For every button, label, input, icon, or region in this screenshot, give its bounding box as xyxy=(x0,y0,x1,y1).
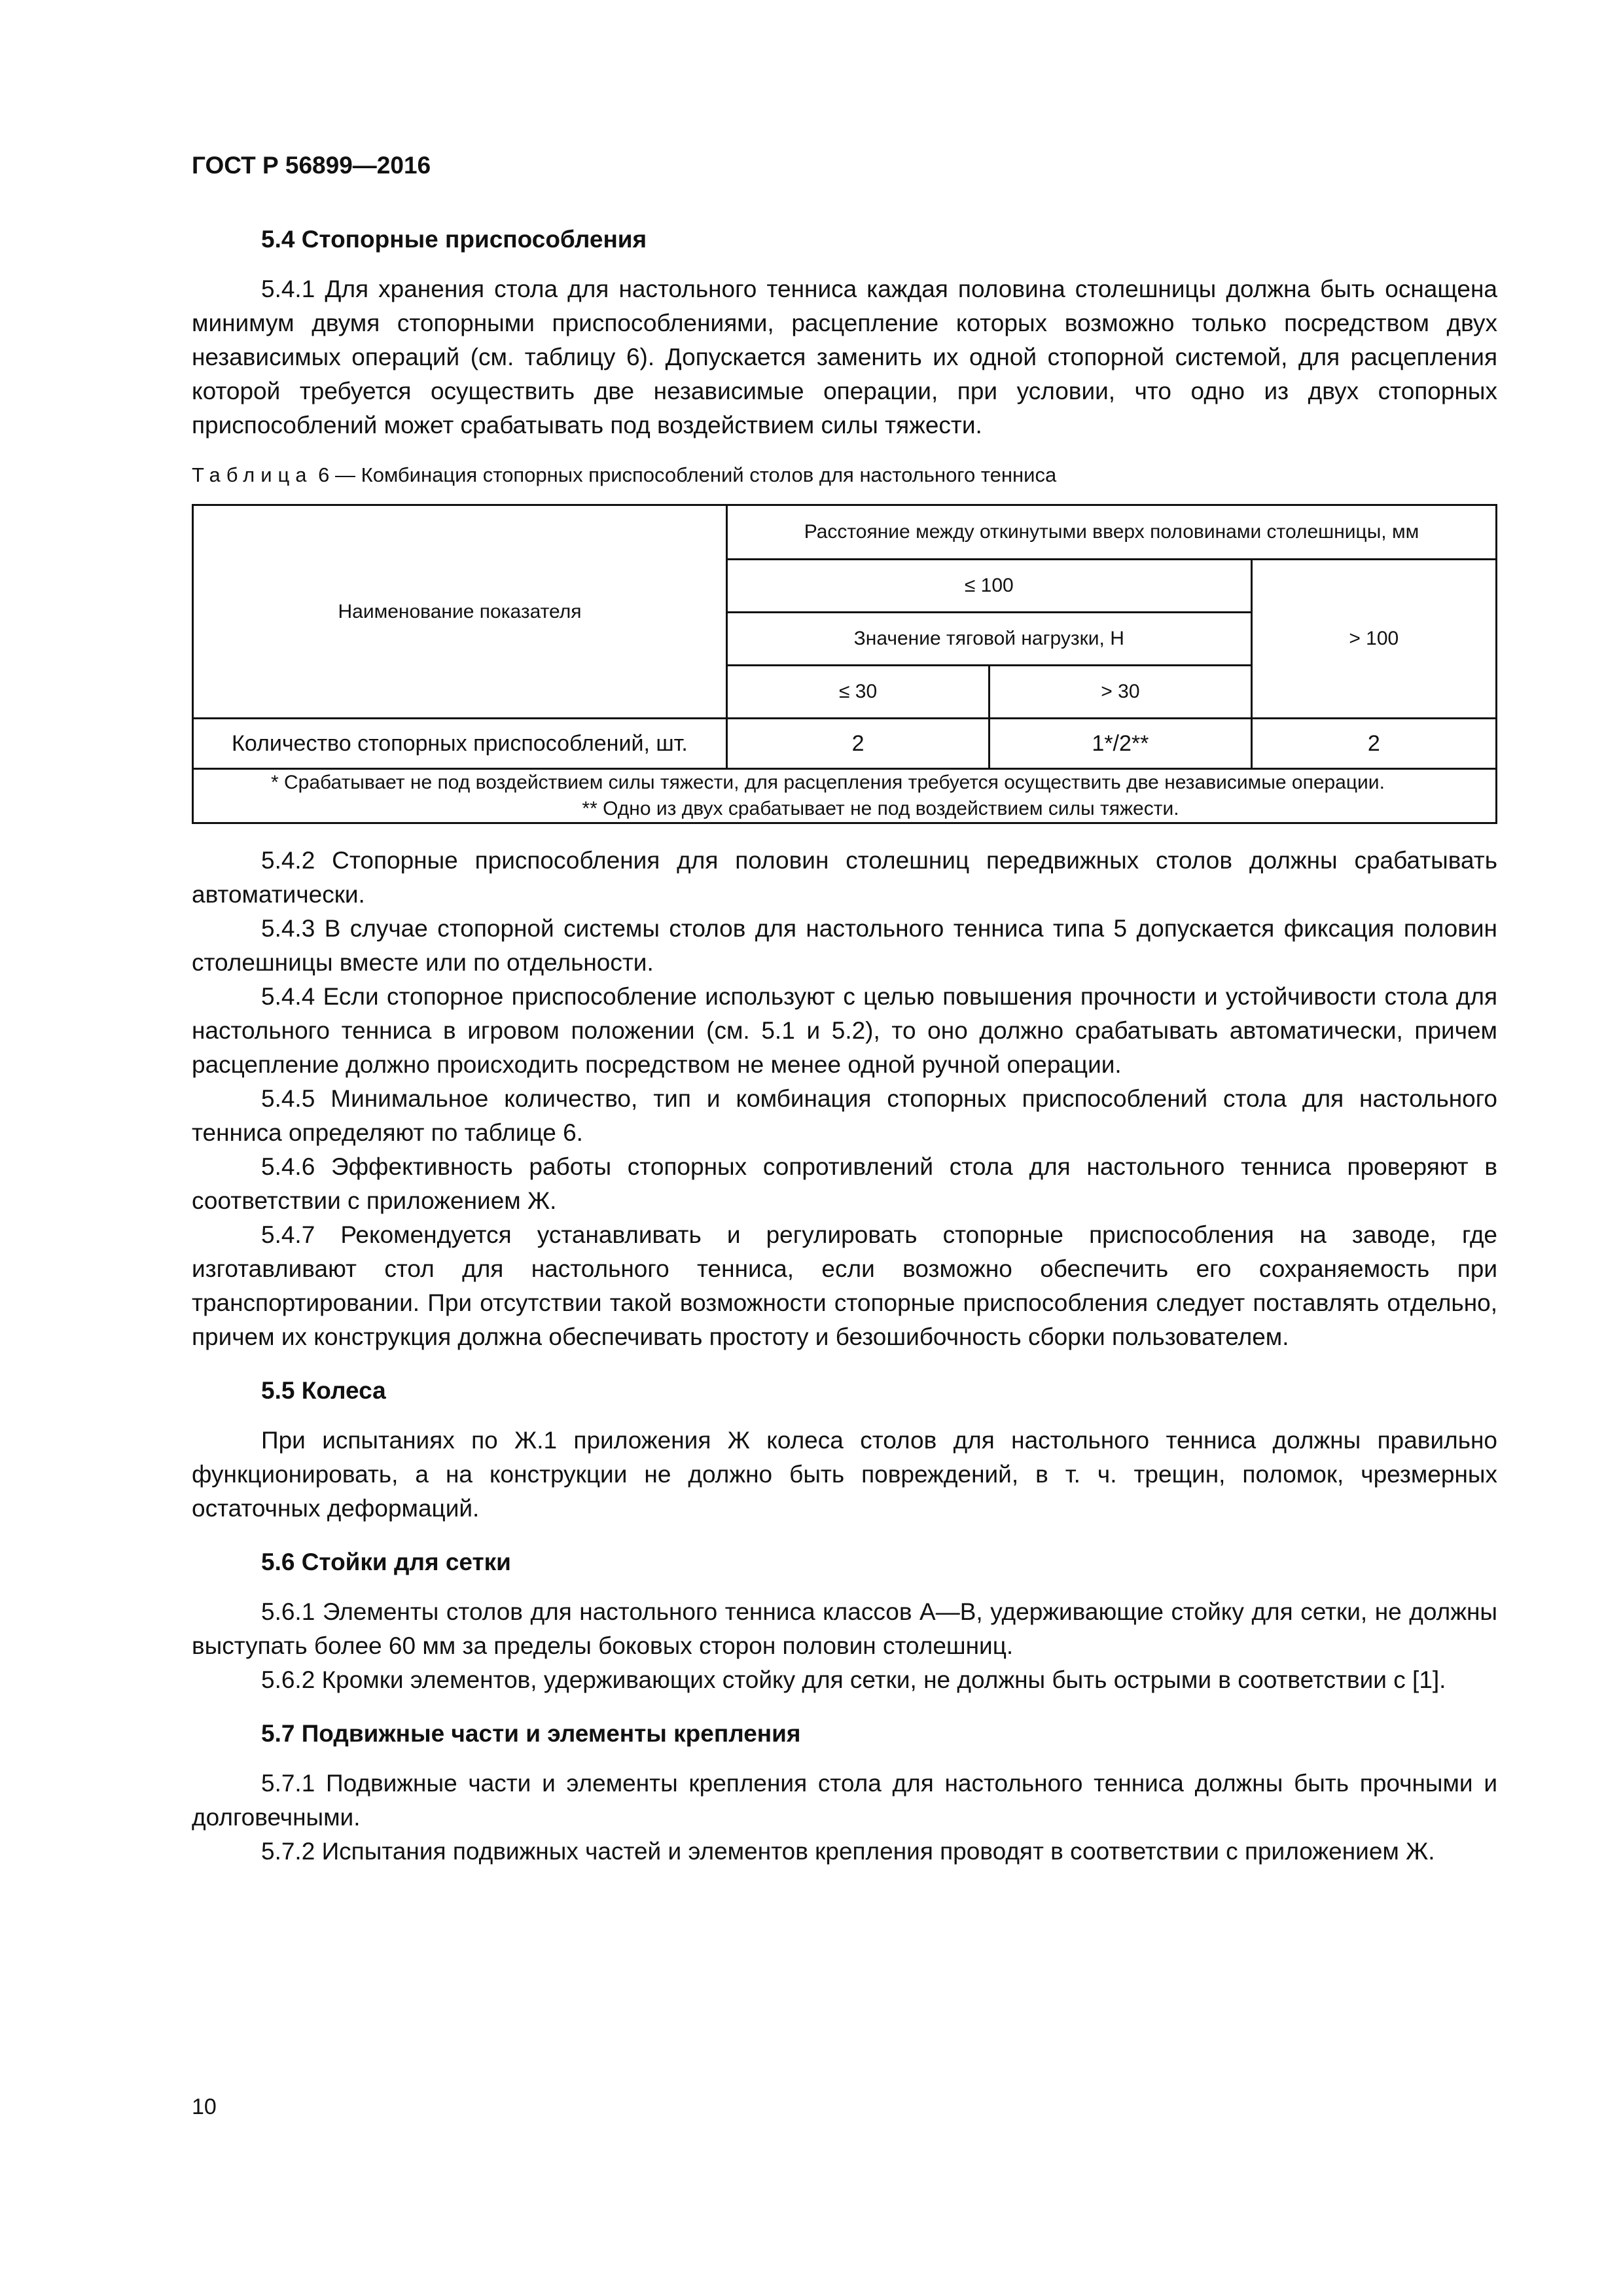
document-body xyxy=(192,223,1497,1869)
paragraph-5-4-4: 5.4.4 Если стопорное приспособление используют с целью повышения прочности и устойчивости стола для настольного тенниса в игровом положении (см. 5.1 и 5.2), то оно должно срабатывать автоматически, причем расцепление должно происходить посредством не менее одной ручной операции. xyxy=(192,983,1497,1078)
table-caption-text: 6 — Комбинация стопорных приспособлений столов для настольного тенниса xyxy=(312,463,1057,486)
paragraph-5-4-6: 5.4.6 Эффективность работы стопорных сопротивлений стола для настольного тенниса проверяют в соответствии с приложением Ж. xyxy=(192,1153,1497,1214)
section-5-7-title: 5.7 Подвижные части и элементы крепления xyxy=(261,1720,801,1747)
table-header-indicator: Наименование показателя xyxy=(193,505,727,719)
paragraph-5-4-7: 5.4.7 Рекомендуется устанавливать и регулировать стопорные приспособления на заводе, где изготавливают стол для настольного тенниса, если возможно обеспечить его сохраняемость при транспортировании. При отсутствии такой возможности стопорные приспособления следует поставлять отдельно, причем их конструкция должна обеспечивать простоту и безошибочность сборки пользователем. xyxy=(192,1221,1497,1350)
table-cell: 2 xyxy=(1251,719,1496,769)
table-cell: 2 xyxy=(726,719,989,769)
paragraph-5-4-5: 5.4.5 Минимальное количество, тип и комбинация стопорных приспособлений стола для настольного тенниса определяют по таблице 6. xyxy=(192,1085,1497,1146)
paragraph-5-6-1: 5.6.1 Элементы столов для настольного тенниса классов А—В, удерживающие стойку для сетки, не должны выступать более 60 мм за пределы боковых сторон половин столешниц. xyxy=(192,1598,1497,1659)
table-header-load: Значение тяговой нагрузки, Н xyxy=(726,613,1251,666)
paragraph-5-4-2: 5.4.2 Стопорные приспособления для половин столешниц передвижных столов должны срабатывать автоматически. xyxy=(192,847,1497,908)
paragraph-5-6-2: 5.6.2 Кромки элементов, удерживающих стойку для сетки, не должны быть острыми в соответствии с [1]. xyxy=(261,1666,1446,1693)
page-number: 10 xyxy=(192,2094,217,2119)
table-row xyxy=(193,719,1497,769)
table-notes xyxy=(193,769,1497,823)
table-note-1: * Срабатывает не под воздействием силы тяжести, для расцепления требуется осуществить две независимые операции. xyxy=(271,772,1385,793)
table-caption xyxy=(192,462,1497,488)
table-6 xyxy=(192,504,1497,824)
table-cell: 1*/2** xyxy=(990,719,1251,769)
document-page xyxy=(192,0,1497,2296)
paragraph-5-4-3: 5.4.3 В случае стопорной системы столов для настольного тенниса типа 5 допускается фиксация половин столешницы вместе или по отдельности. xyxy=(192,915,1497,976)
paragraph-5-7-1: 5.7.1 Подвижные части и элементы крепления стола для настольного тенниса должны быть прочными и долговечными. xyxy=(192,1770,1497,1831)
paragraph-5-5: При испытаниях по Ж.1 приложения Ж колеса столов для настольного тенниса должны правильно функционировать, а на конструкции не должно быть повреждений, в т. ч. трещин, поломок, чрезмерных остаточных деформаций. xyxy=(192,1427,1497,1522)
paragraph-5-7-2: 5.7.2 Испытания подвижных частей и элементов крепления проводят в соответствии с приложением Ж. xyxy=(261,1838,1435,1865)
section-5-4-title: 5.4 Стопорные приспособления xyxy=(261,226,647,253)
table-row-label: Количество стопорных приспособлений, шт. xyxy=(193,719,727,769)
section-5-5-title: 5.5 Колеса xyxy=(261,1377,386,1404)
table-header-le100: ≤ 100 xyxy=(726,560,1251,613)
table-header-distance: Расстояние между откинутыми вверх половинами столешницы, мм xyxy=(726,505,1496,560)
table-note-2: ** Одно из двух срабатывает не под воздействием силы тяжести. xyxy=(582,798,1179,819)
document-header: ГОСТ Р 56899—2016 xyxy=(192,152,431,179)
table-header-gt100: > 100 xyxy=(1251,560,1496,719)
table-header-le30: ≤ 30 xyxy=(726,666,989,719)
table-caption-word: Таблица xyxy=(192,463,313,486)
paragraph-5-4-1: 5.4.1 Для хранения стола для настольного тенниса каждая половина столешницы должна быть оснащена минимум двумя стопорными приспособлениями, расцепление которых возможно только посредством двух независимых операций (см. таблицу 6). Допускается заменить их одной стопорной системой, для расцепления которой требуется осуществить две независимые операции, при условии, что одно из двух стопорных приспособлений может срабатывать под воздействием силы тяжести. xyxy=(192,276,1497,439)
section-5-6-title: 5.6 Стойки для сетки xyxy=(261,1549,511,1575)
table-header-gt30: > 30 xyxy=(990,666,1251,719)
